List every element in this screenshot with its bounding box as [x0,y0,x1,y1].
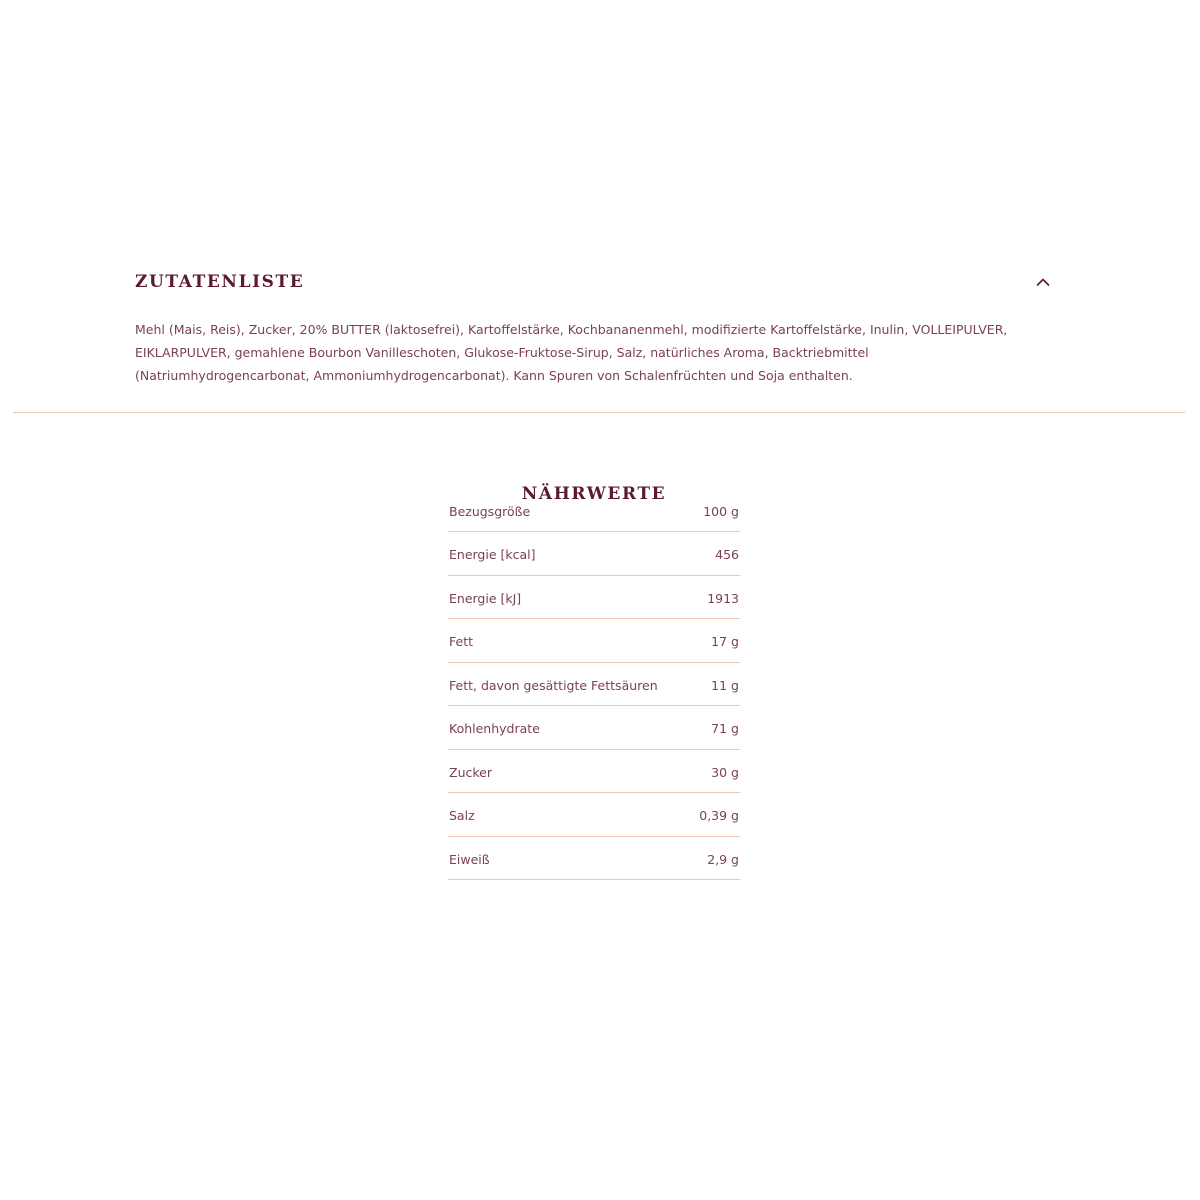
nutrition-row [448,663,740,707]
nutrition-title: NÄHRWERTE [521,484,667,504]
nutrition-table [448,504,740,880]
nutrition-value: 456 [715,547,739,562]
nutrition-row [448,793,740,837]
nutrition-row [448,504,740,532]
nutrition-value: 0,39 g [699,808,739,823]
nutrition-section [448,480,740,867]
nutrition-row [448,576,740,620]
nutrition-row [448,619,740,663]
nutrition-value: 2,9 g [707,851,739,867]
nutrition-row [448,750,740,794]
nutrition-value: 100 g [703,504,739,519]
nutrition-value: 1913 [707,590,739,606]
nutrition-label: Energie [kcal] [449,547,536,562]
nutrition-label: Salz [449,808,475,823]
ingredients-text: Mehl (Mais, Reis), Zucker, 20% BUTTER (laktosefrei), Kartoffelstärke, Kochbananenmehl, modifizierte Kartoffelstärke, Inulin, VOLLEIPULVER, EIKLARPULVER, gemahlene Bourbon Vanilleschoten, Glukose-Fruktose-Sirup, Salz, natürliches Aroma, Backtriebmittel (Natriumhydrogencarbonat, Ammoniumhydrogencarbonat). Kann Spuren von Schalenfrüchten und Soja enthalten. [135,322,1008,383]
nutrition-value: 11 g [711,677,739,693]
nutrition-row [448,706,740,750]
nutrition-row [448,532,740,576]
nutrition-label: Fett, davon gesättigte Fettsäuren [449,677,658,693]
nutrition-value: 17 g [711,634,739,649]
chevron-up-icon[interactable] [1033,272,1053,292]
ingredients-accordion-header[interactable] [135,270,1053,294]
nutrition-label: Energie [kJ] [449,590,522,606]
nutrition-row [448,837,740,881]
nutrition-label: Zucker [449,764,492,780]
section-divider [13,412,1185,413]
ingredients-title: ZUTATENLISTE [135,272,305,292]
nutrition-value: 71 g [711,721,739,736]
nutrition-label: Bezugsgröße [449,504,531,519]
nutrition-label: Kohlenhydrate [449,721,540,736]
nutrition-label: Eiweiß [449,851,490,867]
nutrition-label: Fett [449,634,473,649]
nutrition-value: 30 g [711,764,739,780]
